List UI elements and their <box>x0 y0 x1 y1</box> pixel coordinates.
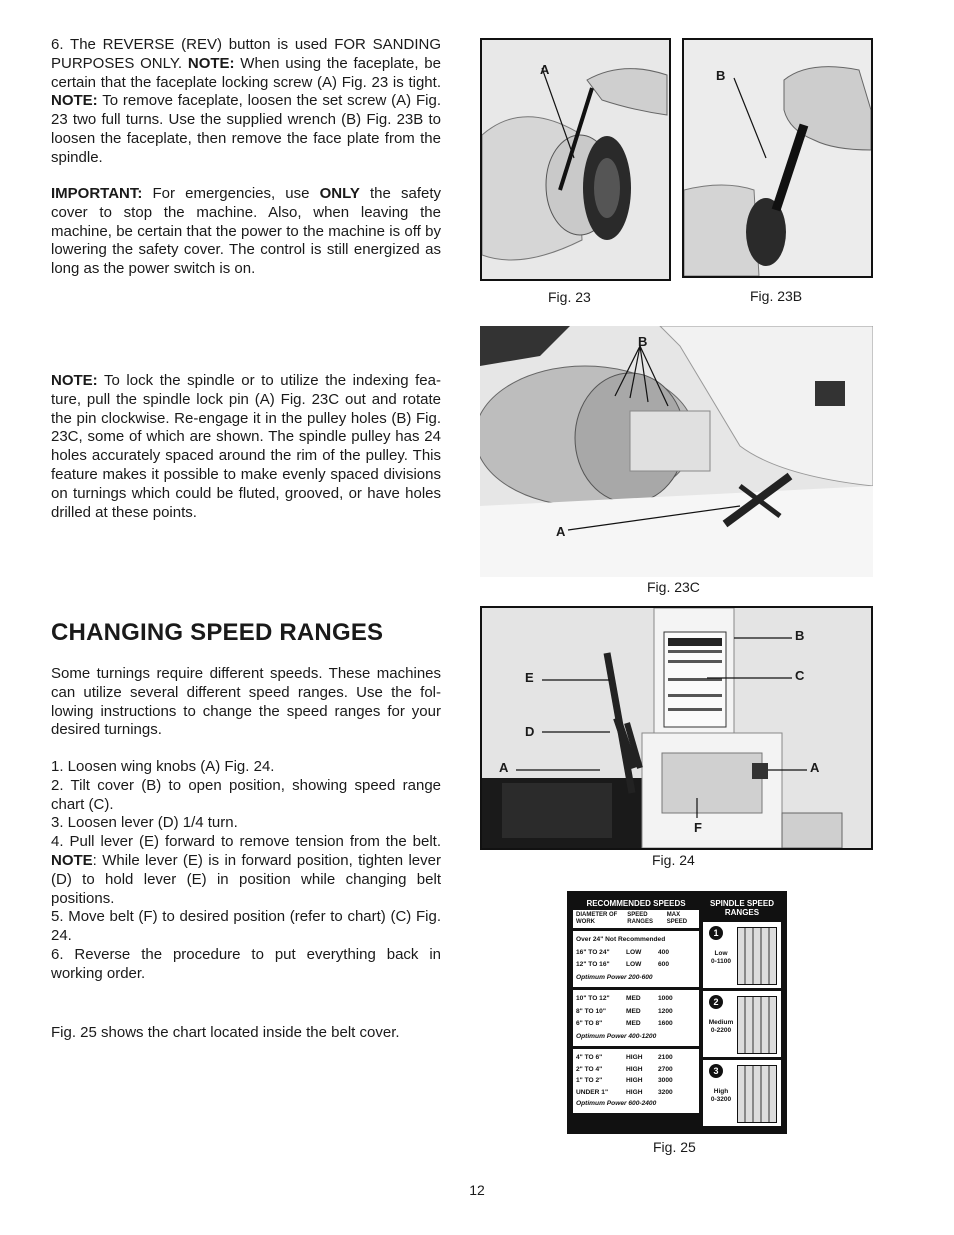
section-intro: Some turnings require different speeds. These machines can utilize several different speed ranges. Use the fol-lowing instructions to change the speed ranges for your desired turnings. <box>51 665 441 739</box>
range-medium <box>703 991 781 1057</box>
section-heading: CHANGING SPEED RANGES <box>51 619 384 646</box>
range-number: 3 <box>709 1064 723 1078</box>
table-row: 6" TO 8" MED 1600 <box>576 1020 673 1027</box>
fig-23-image <box>480 38 671 281</box>
fig23c-label-a: A <box>556 524 566 539</box>
fig24-label-f: F <box>694 820 702 835</box>
reverse-button-paragraph: 6. The REVERSE (REV) button is used FOR SANDING PURPOSES ONLY. NOTE: When using the faceplate, be certain that the faceplate locking screw (A) Fig. 23 is tight. NOTE: To remove faceplate, loosen the set screw (A) Fig. 23 two full turns. Use the supplied wrench (B) Fig. 23B to loosen the faceplate, then remove the face plate from the spindle. <box>51 36 441 166</box>
fig-23-caption: Fig. 23 <box>548 289 591 305</box>
pulley-icon <box>737 1065 777 1123</box>
table-row: 12" TO 16" LOW 600 <box>576 961 670 968</box>
range-speed: 0-3200 <box>710 1096 732 1103</box>
col-diameter: DIAMETER OF WORK <box>576 912 618 925</box>
table-row: 1" TO 2" HIGH 3000 <box>576 1077 673 1085</box>
step-5: 5. Move belt (F) to desired position (refer to chart) (C) Fig. 24. <box>51 908 441 945</box>
fig23c-label-b: B <box>638 334 648 349</box>
spindle-speed-ranges-title: SPINDLE SPEED RANGES <box>709 899 774 917</box>
table-row: 8" TO 10" MED 1200 <box>576 1007 673 1015</box>
col-ranges: SPEED RANGES <box>627 912 653 925</box>
not-recommended-note: Over 24" Not Recommended <box>576 936 666 943</box>
fig24-label-a-left: A <box>499 760 509 775</box>
med-optimum: Optimum Power 400-1200 <box>576 1032 657 1040</box>
step-2: 2. Tilt cover (B) to open position, showing speed range chart (C). <box>51 776 441 813</box>
recommended-speeds-title: RECOMMENDED SPEEDS <box>586 899 686 908</box>
important-paragraph: IMPORTANT: For emergencies, use ONLY the safety cover to stop the machine. Also, when leaving the machine, be certain that the power to the machine is off by lowering the safety cover. The control is still energized as long as the power switch is on. <box>51 185 441 278</box>
range-speed: 0-1100 <box>711 958 731 965</box>
spindle-lock-illustration <box>480 326 873 577</box>
fig-23c-caption: Fig. 23C <box>647 579 700 595</box>
pulley-icon <box>737 927 777 985</box>
table-row: 10" TO 12" MED 1000 <box>576 995 673 1002</box>
high-optimum: Optimum Power 600-2400 <box>576 1100 657 1108</box>
table-row: 16" TO 24" LOW 400 <box>576 948 670 956</box>
range-low <box>703 922 781 988</box>
fig-24-image <box>480 606 873 850</box>
faceplate-illustration <box>482 40 669 279</box>
col-max: MAX SPEED <box>666 912 688 925</box>
table-row: 2" TO 4" HIGH 2700 <box>576 1065 673 1073</box>
range-name: High <box>713 1088 729 1095</box>
fig-24-caption: Fig. 24 <box>652 852 695 868</box>
recommended-speeds-panel <box>573 897 699 1128</box>
step-4: 4. Pull lever (E) forward to remove tension from the belt. NOTE: While lever (E) is in forward position, tighten lever (D) to hold lever (E) in position while changing belt positions. <box>51 833 441 907</box>
chart-column-headers <box>573 910 699 928</box>
step-1: 1. Loosen wing knobs (A) Fig. 24. <box>51 758 275 775</box>
fig-25-caption: Fig. 25 <box>653 1139 696 1155</box>
spindle-lock-paragraph: NOTE: To lock the spindle or to utilize the indexing fea-ture, pull the spindle lock pin (A) Fig. 23C out and rotate the pin clockwise. Re-engage it in the pulley holes (B) Fig. 23C, some of which are shown. The spindle pulley has 24 holes accurately spaced around the rim of the pulley. This feature makes it possible to make evenly spaced divisions on turnings which could be fluted, grooved, or have holes drilled at these points. <box>51 372 441 521</box>
fig23-label-a: A <box>540 62 550 77</box>
low-speed-block <box>573 931 699 987</box>
pulley-icon <box>737 996 777 1054</box>
fig-23c-image <box>480 326 873 577</box>
range-name: Medium <box>708 1019 734 1026</box>
fig25-note: Fig. 25 shows the chart located inside the belt cover. <box>51 1024 400 1041</box>
table-row: UNDER 1" HIGH 3200 <box>576 1088 673 1096</box>
page-number: 12 <box>469 1182 485 1198</box>
fig-23b-caption: Fig. 23B <box>750 288 803 304</box>
range-speed: 0-2200 <box>710 1027 732 1034</box>
step-6: 6. Reverse the procedure to put everything back in working order. <box>51 945 441 982</box>
range-high <box>703 1060 781 1126</box>
spindle-speed-ranges-panel <box>703 897 781 1128</box>
wrench-illustration <box>684 40 871 276</box>
fig23b-label-b: B <box>716 68 726 83</box>
fig24-label-e: E <box>525 670 534 685</box>
table-row: 4" TO 6" HIGH 2100 <box>576 1054 673 1061</box>
fig24-label-d: D <box>525 724 535 739</box>
range-name: Low <box>714 950 728 957</box>
belt-cover-illustration <box>482 608 871 848</box>
range-number: 2 <box>709 995 723 1009</box>
med-speed-block <box>573 990 699 1046</box>
steps-list <box>51 758 441 984</box>
fig24-label-c: C <box>795 668 805 683</box>
speed-chart <box>567 891 787 1134</box>
fig-23b-image <box>682 38 873 278</box>
low-optimum: Optimum Power 200-600 <box>576 973 653 981</box>
high-speed-block <box>573 1049 699 1113</box>
range-number: 1 <box>709 926 723 940</box>
step-3: 3. Loosen lever (D) 1/4 turn. <box>51 814 238 832</box>
fig24-label-b: B <box>795 628 805 643</box>
fig24-label-a-right: A <box>810 760 820 775</box>
